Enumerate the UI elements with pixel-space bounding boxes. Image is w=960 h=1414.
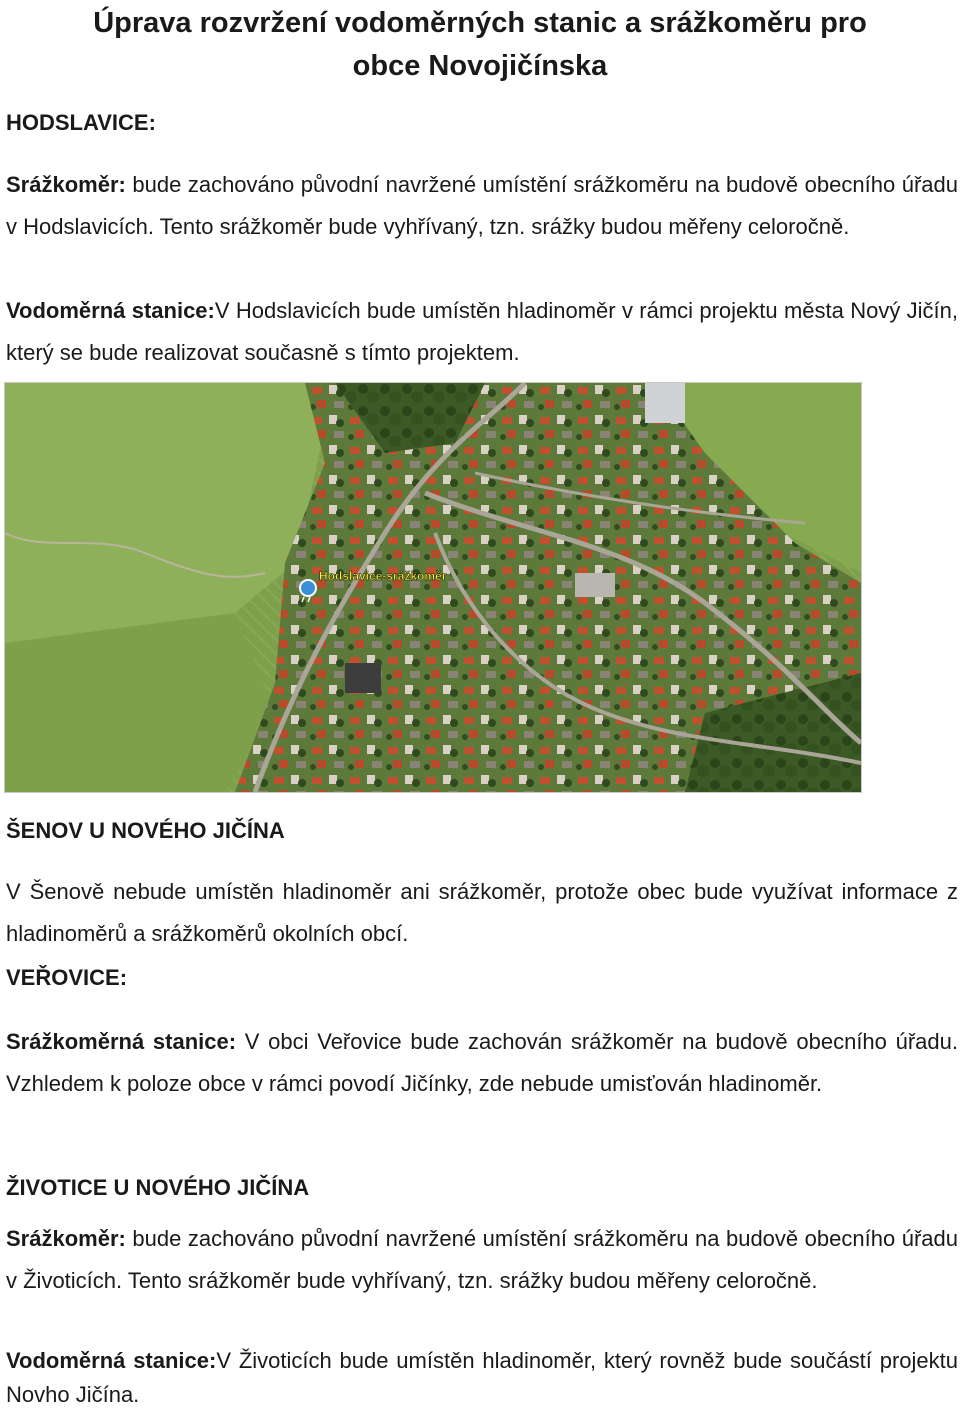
heading-hodslavice: HODSLAVICE: — [6, 110, 156, 135]
paragraph-hodslavice-srazkomer — [6, 164, 958, 248]
heading-zivotice: ŽIVOTICE U NOVÉHO JIČÍNA — [6, 1175, 310, 1200]
paragraph-zivotice-srazkomer — [6, 1218, 958, 1302]
heading-senov: ŠENOV U NOVÉHO JIČÍNA — [6, 818, 285, 843]
aerial-map-image — [4, 382, 862, 793]
document-title — [0, 2, 960, 88]
text-srazkomerna-stanice: V obci Veřovice bude zachován srážkoměr na budově obecního úřadu. Vzhledem k poloze obce v rámci povodí Jičínky, zde nebude umisťován hladinoměr. — [6, 1029, 959, 1096]
heading-verovice: VEŘOVICE: — [6, 965, 128, 990]
label-vodomerna-stanice: Vodoměrná stanice: — [6, 298, 215, 323]
title-line-1: Úprava rozvržení vodoměrných stanic a srážkoměru pro — [93, 7, 867, 39]
paragraph-zivotice-vodomerna — [6, 1344, 958, 1412]
text-srazkomer-zivotice: bude zachováno původní navržené umístění srážkoměru na budově obecního úřadu v Životicích. Tento srážkoměr bude vyhřívaný, tzn. srážky budou měřeny celoročně. — [6, 1226, 958, 1293]
text-srazkomer: bude zachováno původní navržené umístění srážkoměru na budově obecního úřadu v Hodslavicích. Tento srážkoměr bude vyhřívaný, tzn. srážky budou měřeny celoročně. — [6, 172, 958, 239]
title-line-2: obce Novojičínska — [352, 50, 608, 82]
text-vodomerna-stanice: V Hodslavicích bude umístěn hladinoměr v rámci projektu města Nový Jičín, který se bude realizovat současně s tímto projektem. — [6, 298, 958, 365]
label-srazkomer: Srážkoměr: — [6, 172, 126, 197]
label-srazkomerna-stanice: Srážkoměrná stanice: — [6, 1029, 237, 1054]
paragraph-verovice — [6, 1021, 958, 1105]
paragraph-senov: V Šenově nebude umístěn hladinoměr ani srážkoměr, protože obec bude využívat informace z hladinoměrů a srážkoměrů okolních obcí. — [6, 879, 958, 946]
text-vodomerna-stanice-zivotice: V Životicích bude umístěn hladinoměr, který rovněž bude součástí projektu Novho Jičína. — [6, 1348, 958, 1407]
label-vodomerna-stanice-zivotice: Vodoměrná stanice: — [6, 1348, 217, 1373]
label-srazkomer-zivotice: Srážkoměr: — [6, 1226, 126, 1251]
paragraph-hodslavice-vodomerna — [6, 290, 958, 374]
map-label: Hodslavice-srážkoměr — [319, 569, 447, 583]
